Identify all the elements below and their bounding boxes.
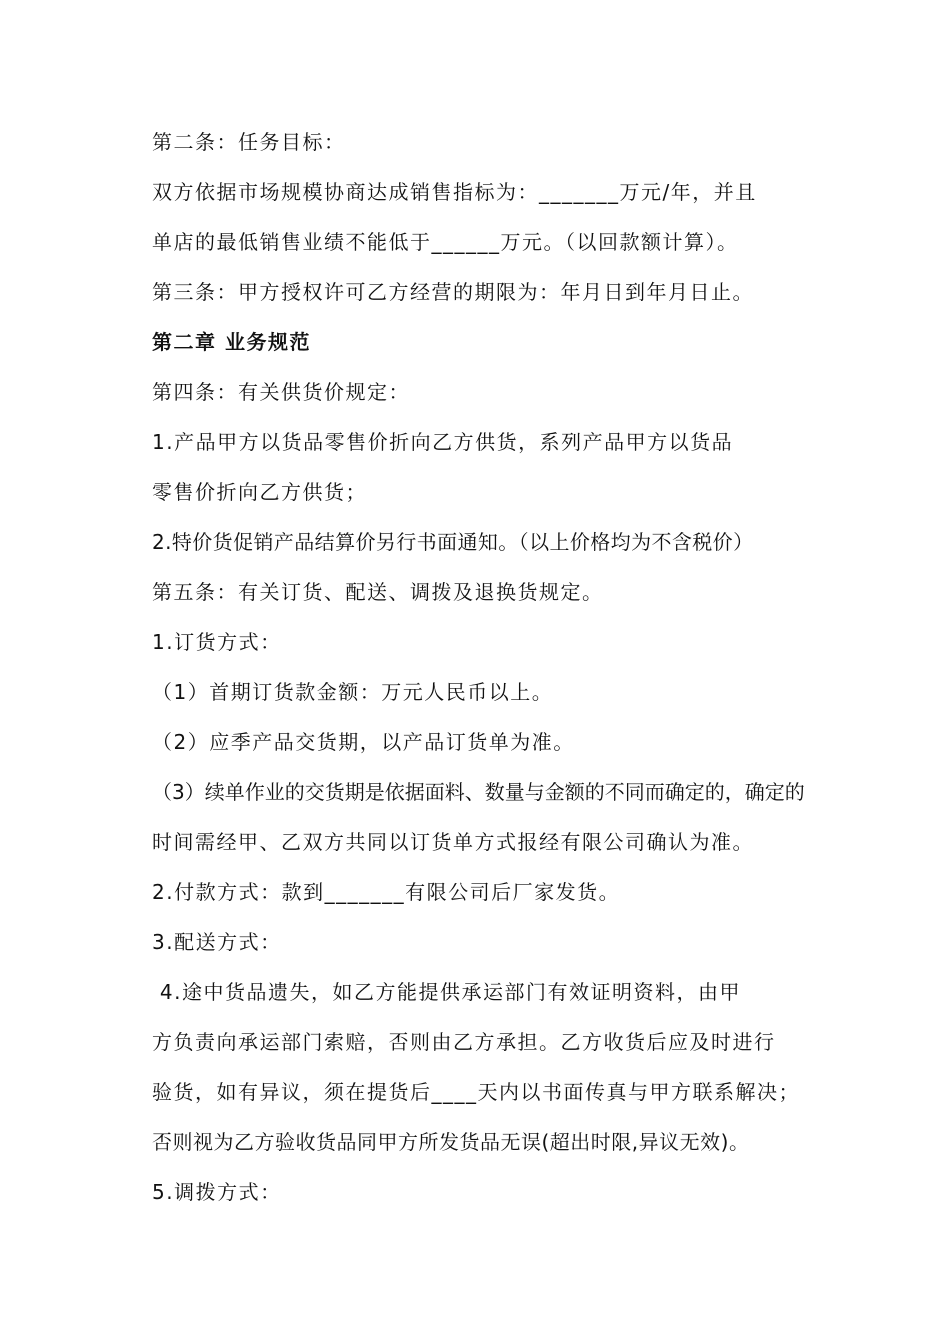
sales-target-line-2: 单店的最低销售业绩不能低于______万元。（以回款额计算）。 bbox=[152, 230, 739, 254]
delivery-method-title: 3.配送方式： bbox=[152, 930, 282, 954]
article-2-title: 第二条：任务目标： bbox=[152, 130, 346, 154]
lost-goods-line-1: 4.途中货品遗失，如乙方能提供承运部门有效证明资料，由甲 bbox=[152, 980, 741, 1004]
lost-goods-line-3: 验货，如有异议，须在提货后____天内以书面传真与甲方联系解决； bbox=[152, 1080, 800, 1104]
lost-goods-line-2: 方负责向承运部门索赔，否则由乙方承担。乙方收货后应及时进行 bbox=[152, 1030, 776, 1054]
ordering-item-3-line-2: 时间需经甲、乙双方共同以订货单方式报经有限公司确认为准。 bbox=[152, 830, 754, 854]
ordering-item-3-line-1: （3）续单作业的交货期是依据面料、数量与金额的不同而确定的，确定的 bbox=[152, 780, 805, 804]
supply-price-item-1-line-1: 1.产品甲方以货品零售价折向乙方供货，系列产品甲方以货品 bbox=[152, 430, 734, 454]
chapter-2-heading: 第二章 业务规范 bbox=[152, 330, 311, 354]
ordering-method-title: 1.订货方式： bbox=[152, 630, 282, 654]
payment-method: 2.付款方式：款到_______有限公司后厂家发货。 bbox=[152, 880, 621, 904]
article-3-term: 第三条：甲方授权许可乙方经营的期限为：年月日到年月日止。 bbox=[152, 280, 754, 304]
supply-price-item-2: 2.特价货促销产品结算价另行书面通知。（以上价格均为不含税价） bbox=[152, 530, 754, 554]
ordering-item-2: （2）应季产品交货期，以产品订货单为准。 bbox=[152, 730, 575, 754]
supply-price-item-1-line-2: 零售价折向乙方供货； bbox=[152, 480, 367, 504]
article-4-title: 第四条：有关供货价规定： bbox=[152, 380, 410, 404]
article-5-title: 第五条：有关订货、配送、调拨及退换货规定。 bbox=[152, 580, 604, 604]
ordering-item-1: （1）首期订货款金额：万元人民币以上。 bbox=[152, 680, 554, 704]
transfer-method-title: 5.调拨方式： bbox=[152, 1180, 282, 1204]
sales-target-line-1: 双方依据市场规模协商达成销售指标为：_______万元/年，并且 bbox=[152, 180, 757, 204]
lost-goods-line-4: 否则视为乙方验收货品同甲方所发货品无误(超出时限,异议无效)。 bbox=[152, 1130, 750, 1154]
